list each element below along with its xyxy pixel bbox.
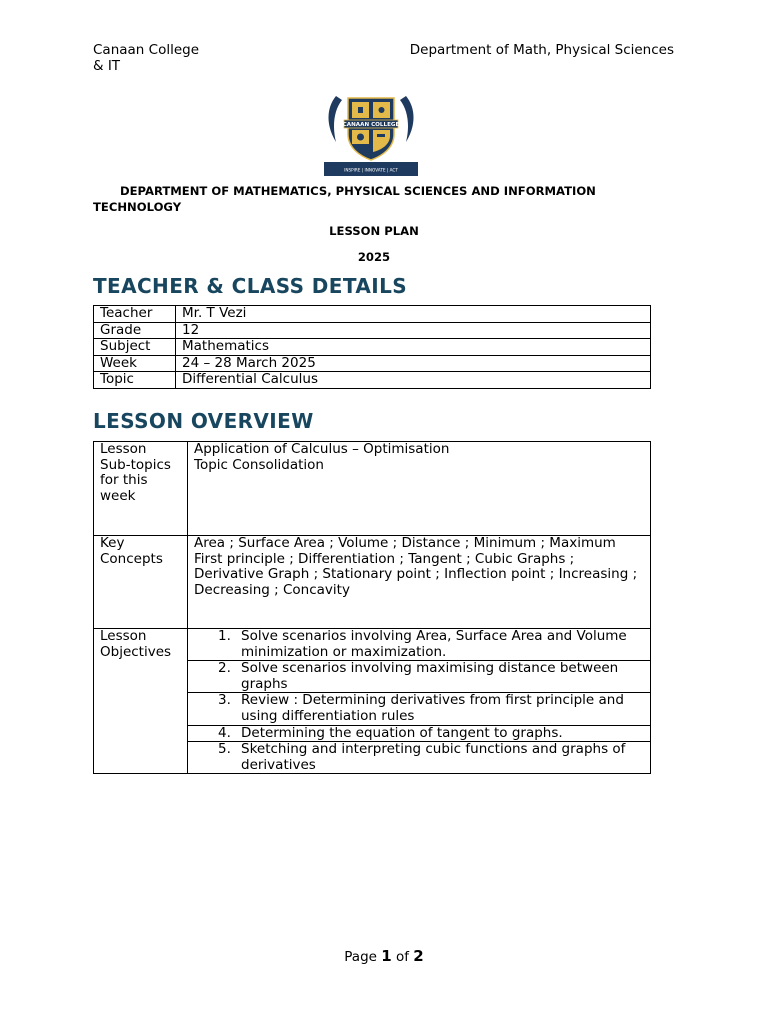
- section-heading-lesson-overview: LESSON OVERVIEW: [93, 409, 314, 433]
- row-value: Mathematics: [176, 339, 651, 356]
- row-label: Subject: [94, 339, 176, 356]
- row-value: Mr. T Vezi: [176, 306, 651, 323]
- objective-number: 1.: [218, 628, 231, 644]
- objective-number: 5.: [218, 741, 231, 758]
- objective-item: [188, 629, 650, 661]
- table-row: [94, 629, 651, 774]
- objective-number: 3.: [218, 692, 231, 709]
- key-concepts-label: Key Concepts: [94, 536, 188, 629]
- footer-of: of: [395, 949, 409, 965]
- key-concepts-cell: [188, 536, 651, 629]
- key-concepts-line: Area ; Surface Area ; Volume ; Distance ; Minimum ; Maximum: [194, 535, 616, 551]
- subtopic-item: Topic Consolidation: [194, 456, 324, 473]
- department-title: DEPARTMENT OF MATHEMATICS, PHYSICAL SCIENCES AND INFORMATION TECHNOLOGY: [93, 184, 596, 214]
- logo-name: CANAAN COLLEGE: [342, 122, 400, 129]
- objective-text: Sketching and interpreting cubic functions and graphs of derivatives: [241, 741, 626, 773]
- table-row: [94, 306, 651, 323]
- lesson-overview-table: [93, 441, 651, 774]
- page-footer: [0, 947, 768, 965]
- objectives-cell: [188, 629, 651, 774]
- header-college-cont: & IT: [93, 58, 121, 74]
- row-value: 24 – 28 March 2025: [176, 355, 651, 372]
- objective-text: Review : Determining derivatives from first principle and using differentiation rules: [241, 692, 624, 724]
- row-value: 12: [176, 322, 651, 339]
- objective-text: Determining the equation of tangent to graphs.: [241, 724, 563, 741]
- key-concepts-line: First principle ; Differentiation ; Tangent ; Cubic Graphs ; Derivative Graph ; Stationary point ; Inflection point ; Increasing ; Decreasing ; Concavity: [194, 550, 638, 598]
- objective-item: [188, 661, 650, 693]
- objective-number: 4.: [218, 724, 231, 741]
- footer-page-total: 2: [413, 947, 424, 965]
- section-heading-class-details: TEACHER & CLASS DETAILS: [93, 274, 408, 298]
- objective-item: [188, 726, 650, 743]
- college-logo: [322, 86, 420, 178]
- row-label: Teacher: [94, 306, 176, 323]
- objectives-label: Lesson Objectives: [94, 629, 188, 774]
- table-row: [94, 442, 651, 536]
- footer-prefix: Page: [344, 949, 377, 965]
- table-row: [94, 339, 651, 356]
- header-college: Canaan College: [93, 42, 200, 58]
- doc-title: LESSON PLAN: [329, 224, 419, 238]
- row-label: Grade: [94, 322, 176, 339]
- doc-year: 2025: [357, 250, 391, 264]
- subtopics-cell: [188, 442, 651, 536]
- header-left: [93, 42, 199, 74]
- row-label: Week: [94, 355, 176, 372]
- table-row: [94, 322, 651, 339]
- objective-item: [188, 742, 650, 773]
- objective-item: [188, 693, 650, 725]
- logo-motto: INSPIRE | INNOVATE | ACT: [344, 167, 398, 173]
- objective-text: Solve scenarios involving maximising distance between graphs: [241, 660, 619, 692]
- row-label: Topic: [94, 372, 176, 389]
- objective-text: Solve scenarios involving Area, Surface Area and Volume minimization or maximization.: [241, 628, 627, 660]
- class-details-table: [93, 305, 651, 389]
- subtopic-item: Application of Calculus – Optimisation: [194, 441, 450, 457]
- row-value: Differential Calculus: [176, 372, 651, 389]
- objective-number: 2.: [218, 660, 231, 677]
- table-row: [94, 355, 651, 372]
- header-department: Department of Math, Physical Sciences: [409, 42, 674, 58]
- subtopics-label: Lesson Sub-topics for this week: [94, 442, 188, 536]
- footer-page-number: 1: [381, 947, 392, 965]
- table-row: [94, 372, 651, 389]
- table-row: [94, 536, 651, 629]
